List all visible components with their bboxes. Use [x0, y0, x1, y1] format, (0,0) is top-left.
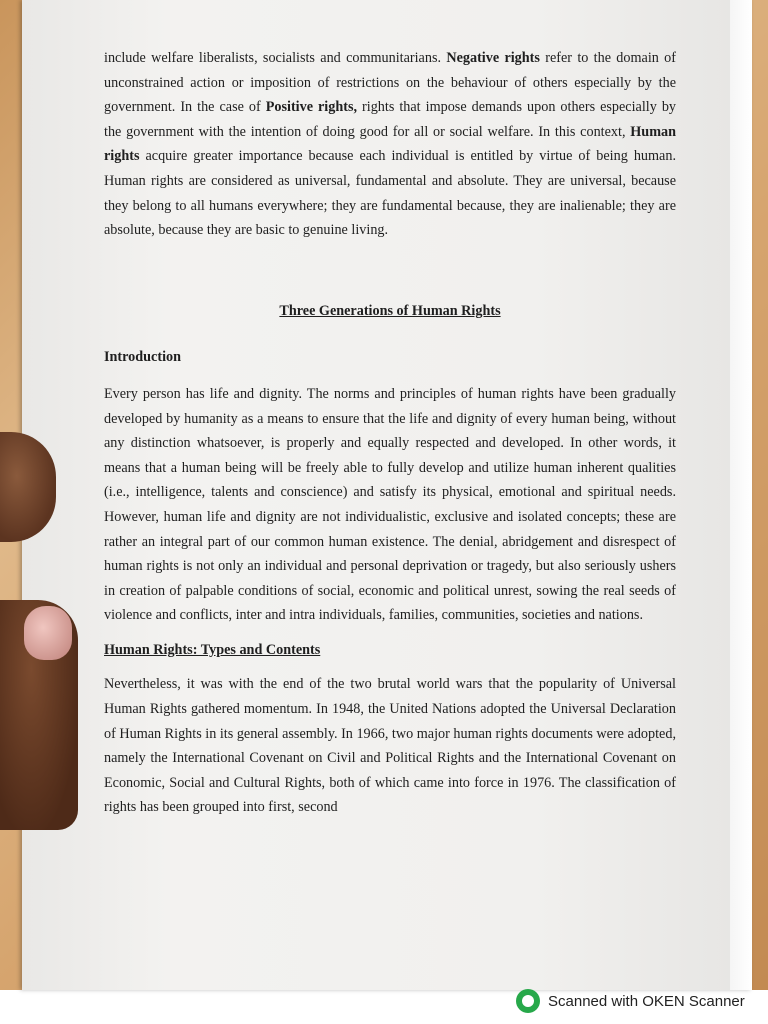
heading-types-and-contents: Human Rights: Types and Contents	[104, 641, 321, 658]
text-span: acquire greater importance because each individual is entitled by virtue of being human. Human rights are considered as universal, fundamental and absolute. They are universal, because they belong to all humans everywhere; they are fundamental because, they are inalienable; they are absolute, because they are basic to genuine living.	[104, 148, 676, 239]
paragraph-types: Nevertheless, it was with the end of the two brutal world wars that the popularity of Universal Human Rights gathered momentum. In 1948, the United Nations adopted the Universal Declaration of Human Rights in its general assembly. In 1966, two major human rights documents were adopted, namely the International Covenant on Civil and Political Rights and the International Covenant on Economic, Social and Cultural Rights, both of which came into force in 1976. The classification of rights has been grouped into first, second	[104, 676, 676, 816]
page-edge	[730, 0, 752, 990]
paragraph-rights-definitions	[104, 46, 676, 243]
document-body	[104, 46, 676, 820]
text-span: refer to the domain of unconstrained action or imposition of restrictions on the behaviour of others especially by the government. In the case of	[104, 50, 676, 116]
heading-introduction: Introduction	[104, 349, 181, 366]
paragraph-introduction: Every person has life and dignity. The norms and principles of human rights have been gradually developed by humanity as a means to ensure that the life and dignity of every human being, without any distinction whatsoever, is properly and equally respected and developed. In other words, it means that a human being will be freely able to fully develop and utilize human inherent qualities (i.e., intelligence, talents and conscience) and satisfy its physical, emotional and spiritual needs. However, human life and dignity are not individualistic, exclusive and isolated concepts; these are rather an integral part of our common human existence. The denial, abridgement and disrespect of human rights is not only an individual and personal deprivation or tragedy, but also seriously ushers in creation of palpable conditions of social, economic and political unrest, sowing the real seeds of violence and conflicts, inter and intra individuals, families, communities, societies and nations.	[104, 385, 676, 624]
term-positive-rights: Positive rights,	[265, 99, 358, 116]
section-title: Three Generations of Human Rights	[279, 302, 501, 319]
scanner-text: Scanned with OKEN Scanner	[548, 992, 745, 1010]
scanner-watermark	[516, 988, 745, 1014]
text-span: include welfare liberalists, socialists and communitarians.	[104, 50, 447, 66]
fingernail	[24, 606, 72, 660]
oken-scanner-logo-icon	[516, 989, 540, 1013]
term-negative-rights: Negative rights	[446, 50, 540, 66]
text-span: rights that impose demands upon others especially by the government with the intention of doing good for all or social welfare. In this context,	[104, 99, 677, 140]
term-human-rights: Human rights	[104, 123, 676, 165]
